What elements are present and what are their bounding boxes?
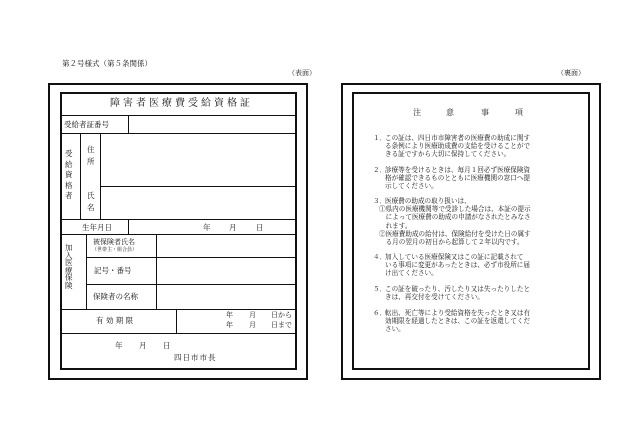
insured-name-sub: （世帯主・組合員）	[92, 247, 138, 253]
name-label: 氏 名	[87, 191, 95, 212]
validity-to-month: 月	[249, 321, 256, 329]
validity-from-day: 日から	[271, 311, 292, 319]
validity-to-year: 年	[226, 321, 233, 329]
recipient-number-label: 受給者証番号	[64, 120, 109, 129]
dob-day: 日	[256, 223, 264, 232]
form-number-label: 第２号様式（第５条関係）	[62, 59, 152, 68]
dob-year: 年	[203, 223, 211, 232]
insured-name-label: 被保険者氏名	[93, 238, 135, 246]
insurer-name-label: 保険者の名称	[93, 292, 138, 301]
dob-label: 生年月日	[82, 223, 112, 232]
validity-to-day: 日まで	[271, 321, 292, 329]
issue-day: 日	[163, 341, 171, 350]
validity-label: 有 効 期 限	[96, 316, 134, 325]
eligible-person-label: 受 給 資 格 者	[65, 149, 73, 200]
card-title: 障害者医療費受給資格証	[110, 98, 253, 109]
issue-month: 月	[139, 341, 147, 350]
back-side-label: （裏面）	[557, 69, 585, 77]
issuer-name: 四日市市長	[174, 353, 217, 362]
front-side-label: （表面）	[288, 69, 316, 77]
symbol-number-label: 記号・番号	[94, 266, 132, 275]
address-label: 住 所	[87, 145, 95, 166]
insurance-label: 加 入 医 療 保 険	[65, 243, 73, 290]
validity-from-year: 年	[226, 311, 233, 319]
validity-from-month: 月	[249, 311, 256, 319]
issue-year: 年	[115, 341, 123, 350]
dob-month: 月	[229, 223, 237, 232]
